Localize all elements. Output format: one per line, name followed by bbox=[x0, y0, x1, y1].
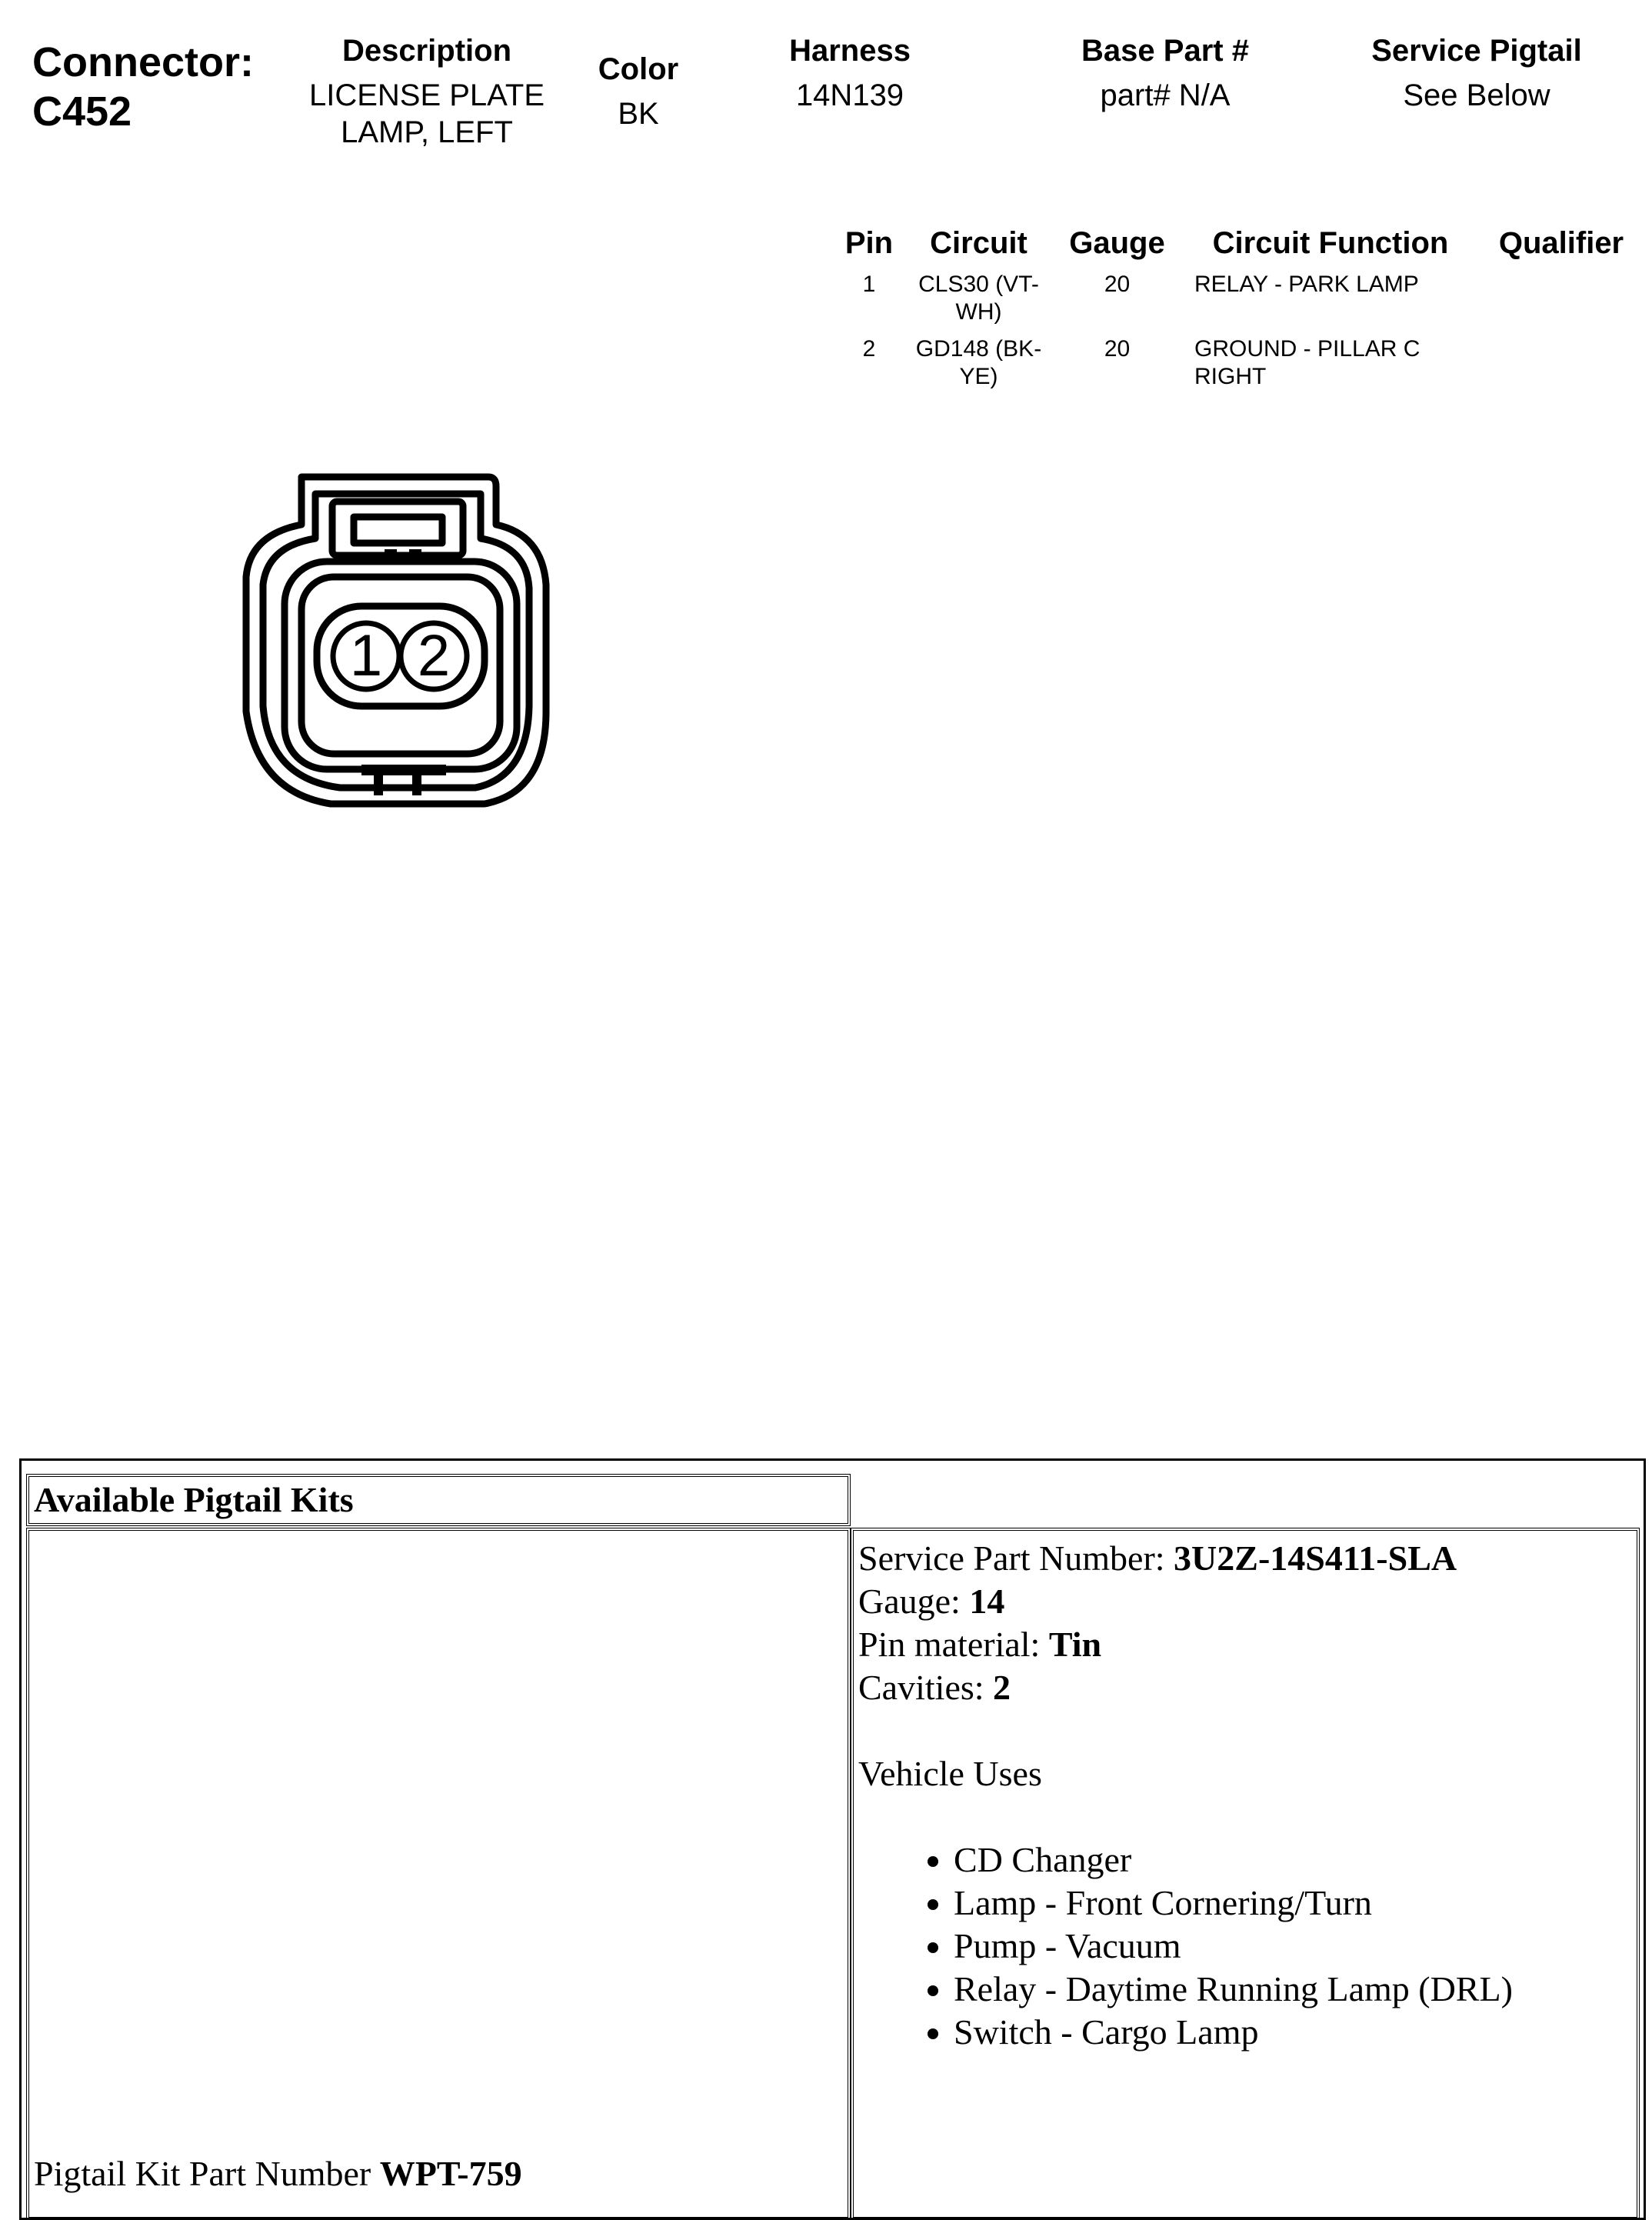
color-label: Color bbox=[598, 52, 679, 86]
pin-number: 1 bbox=[862, 272, 876, 297]
vehicle-uses-list bbox=[858, 1838, 1513, 2054]
circuit-line-1: GD148 (BK- bbox=[915, 336, 1042, 362]
connector-label: Connector: bbox=[32, 39, 254, 85]
description-line-2: LAMP, LEFT bbox=[341, 115, 513, 149]
circuit-column-header: Circuit bbox=[930, 226, 1028, 260]
function-line-1: RELAY - PARK LAMP bbox=[1194, 272, 1419, 297]
list-item: • CD Changer bbox=[954, 1838, 1513, 1882]
function-cell bbox=[1194, 335, 1471, 391]
base-part-label: Base Part # bbox=[1081, 34, 1249, 68]
pigtail-details bbox=[858, 1537, 1513, 2054]
service-part-line bbox=[858, 1537, 1513, 1580]
function-line-1: GROUND - PILLAR C bbox=[1194, 336, 1421, 362]
color-value: BK bbox=[618, 97, 659, 131]
circuit-line-2: YE) bbox=[959, 364, 998, 389]
pin-2-label: 2 bbox=[417, 623, 451, 688]
list-item: • Pump - Vacuum bbox=[954, 1925, 1513, 1968]
pin-material-label: Pin material: bbox=[858, 1625, 1049, 1664]
description-column bbox=[292, 32, 561, 151]
harness-column bbox=[746, 32, 954, 114]
circuit-line-2: WH) bbox=[955, 299, 1002, 325]
gauge-value: 14 bbox=[969, 1582, 1005, 1621]
gauge-cell: 20 bbox=[1104, 272, 1131, 297]
list-item: • Switch - Cargo Lamp bbox=[954, 2011, 1513, 2054]
description-label: Description bbox=[341, 34, 512, 68]
function-cell bbox=[1194, 271, 1471, 298]
service-part-value: 3U2Z-14S411-SLA bbox=[1174, 1538, 1457, 1578]
circuit-cell bbox=[908, 335, 1050, 391]
function-line-2: RIGHT bbox=[1194, 364, 1267, 389]
pigtail-kits-title: Available Pigtail Kits bbox=[34, 1480, 354, 1519]
gauge-label: Gauge: bbox=[858, 1582, 970, 1621]
pin-column-header: Pin bbox=[844, 226, 894, 260]
list-item: • Relay - Daytime Running Lamp (DRL) bbox=[954, 1968, 1513, 2011]
color-column bbox=[561, 51, 715, 132]
qualifier-column-header: Qualifier bbox=[1498, 226, 1624, 260]
kit-part-value: WPT-759 bbox=[379, 2154, 522, 2193]
service-part-label: Service Part Number: bbox=[858, 1538, 1174, 1578]
pin-material-value: Tin bbox=[1048, 1625, 1102, 1664]
service-pigtail-label: Service Pigtail bbox=[1371, 34, 1582, 68]
base-part-column bbox=[1031, 32, 1300, 114]
pigtail-kit-left-cell bbox=[26, 1528, 851, 2220]
base-part-value: part# N/A bbox=[1100, 78, 1231, 112]
pin-material-line bbox=[858, 1623, 1513, 1666]
pin-1-label: 1 bbox=[349, 623, 383, 688]
pin-number: 2 bbox=[862, 336, 876, 362]
gauge-column-header: Gauge bbox=[1069, 226, 1165, 260]
pigtail-kit-part-line bbox=[34, 2152, 522, 2195]
circuit-line-1: CLS30 (VT- bbox=[918, 272, 1039, 297]
connector-id: C452 bbox=[32, 88, 132, 135]
service-pigtail-value: See Below bbox=[1403, 78, 1550, 112]
harness-value: 14N139 bbox=[795, 78, 904, 112]
pigtail-details-cell bbox=[851, 1528, 1640, 2220]
list-item: • Lamp - Front Cornering/Turn bbox=[954, 1882, 1513, 1925]
circuit-cell bbox=[908, 271, 1050, 326]
gauge-cell: 20 bbox=[1104, 336, 1131, 362]
description-line-1: LICENSE PLATE bbox=[308, 78, 545, 112]
vehicle-uses-label: Vehicle Uses bbox=[858, 1754, 1042, 1793]
harness-label: Harness bbox=[789, 34, 911, 68]
cavities-line bbox=[858, 1666, 1513, 1709]
gauge-line bbox=[858, 1580, 1513, 1623]
function-column-header: Circuit Function bbox=[1212, 226, 1449, 260]
cavities-value: 2 bbox=[993, 1668, 1011, 1707]
pigtail-kits-title-box bbox=[26, 1474, 851, 1526]
kit-part-label: Pigtail Kit Part Number bbox=[34, 2154, 380, 2193]
cavities-label: Cavities: bbox=[858, 1668, 994, 1707]
service-pigtail-column bbox=[1323, 32, 1630, 114]
connector-face-diagram bbox=[231, 462, 569, 823]
